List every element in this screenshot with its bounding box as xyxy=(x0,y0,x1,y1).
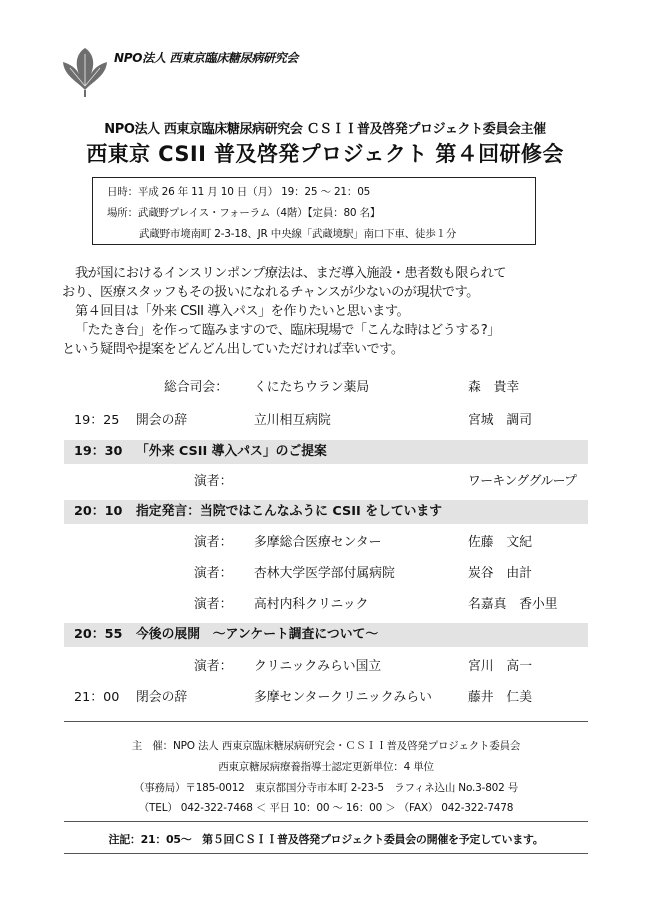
event-address: 武蔵野市境南町 2-3-18、JR 中央線「武蔵境駅」南口下車、徒歩１分 xyxy=(139,228,457,240)
program-row-opening xyxy=(64,409,588,433)
divider xyxy=(64,721,588,722)
session-3-time: 20：55 xyxy=(74,627,123,642)
divider xyxy=(64,821,588,822)
session-3-header xyxy=(64,623,588,647)
ginkgo-leaf-icon xyxy=(60,46,110,98)
opening-name: 宮城 調司 xyxy=(468,413,532,428)
chair-role: 総合司会： xyxy=(164,380,228,395)
event-date: 日時：平成 26 年 11 月 10 日（月） 19：25 ～ 21：05 xyxy=(107,186,371,198)
speaker-name: ワーキンググループ xyxy=(468,474,577,489)
session-2-header xyxy=(64,500,588,524)
chair-org: くにたちウラン薬局 xyxy=(254,380,370,395)
speaker-name: 名嘉真 香小里 xyxy=(468,597,558,612)
footer-office: （事務局）〒185-0012 東京都国分寺市本町 2-23-5 ラフィネ込山 No.3-802 号 xyxy=(133,782,519,794)
speaker-role: 演者： xyxy=(194,659,233,674)
footer-host: 主 催：NPO 法人 西東京臨床糖尿病研究会・ＣＳＩＩ普及啓発プロジェクト委員会 xyxy=(131,740,521,752)
speaker-name: 佐藤 文紀 xyxy=(468,535,532,550)
session-2-time: 20：10 xyxy=(74,504,123,519)
speaker-role: 演者： xyxy=(194,535,233,550)
intro-paragraph xyxy=(62,264,602,359)
session-2-speaker xyxy=(64,531,588,555)
intro-line: という疑問や提案をどんどん出していただければ幸いです。 xyxy=(62,342,404,357)
session-3-title: 今後の展開 ～アンケート調査について～ xyxy=(136,627,379,642)
speaker-role: 演者： xyxy=(194,597,233,612)
session-2-title: 指定発言：当院ではこんなふうに CSII をしています xyxy=(136,504,443,519)
page-title: 西東京 CSII 普及啓発プロジェクト 第４回研修会 xyxy=(86,142,564,166)
event-venue: 場所：武蔵野プレイス・フォーラム（4階）【定員：80 名】 xyxy=(107,207,381,219)
opening-org: 立川相互病院 xyxy=(254,413,331,428)
speaker-name: 宮川 高一 xyxy=(468,659,532,674)
speaker-role: 演者： xyxy=(194,566,233,581)
intro-line: 「たたき台」を作って臨みますので、臨床現場で「こんな時はどうする?」 xyxy=(75,323,500,338)
closing-time: 21：00 xyxy=(74,690,120,705)
closing-label: 閉会の辞 xyxy=(136,690,188,705)
chair-name: 森 貴幸 xyxy=(468,380,520,395)
event-info-box xyxy=(92,177,536,245)
session-2-speaker xyxy=(64,562,588,586)
speaker-org: 多摩総合医療センター xyxy=(254,535,382,550)
speaker-role: 演者： xyxy=(194,474,233,489)
session-2-speaker xyxy=(64,593,588,617)
session-1-speaker xyxy=(64,470,588,494)
session-1-header xyxy=(64,440,588,464)
opening-time: 19：25 xyxy=(74,413,120,428)
logo-text: NPO法人 西東京臨床糖尿病研究会 xyxy=(114,51,299,65)
organizer-line: NPO法人 西東京臨床糖尿病研究会 ＣＳＩＩ普及啓発プロジェクト委員会主催 xyxy=(104,122,546,137)
session-1-time: 19：30 xyxy=(74,444,123,459)
footnote: 注記：21：05～ 第５回ＣＳＩＩ普及啓発プロジェクト委員会の開催を予定しています。 xyxy=(108,833,544,846)
speaker-org: 杏林大学医学部付属病院 xyxy=(254,566,395,581)
closing-org: 多摩センタークリニックみらい xyxy=(254,690,432,705)
program-row-chair xyxy=(64,376,588,400)
footer-credit: 西東京糖尿病療養指導士認定更新単位：4 単位 xyxy=(218,761,434,773)
speaker-org: 高村内科クリニック xyxy=(254,597,369,612)
session-1-title: 「外来 CSII 導入パス」のご提案 xyxy=(136,444,327,459)
speaker-name: 炭谷 由計 xyxy=(468,566,532,581)
organization-logo xyxy=(60,44,299,98)
speaker-org: クリニックみらい国立 xyxy=(254,659,382,674)
session-3-speaker xyxy=(64,655,588,679)
intro-line: 第４回目は「外来 CSII 導入パス」を作りたいと思います。 xyxy=(75,304,410,319)
program-row-closing xyxy=(64,686,588,710)
footer-contact: （TEL） 042-322-7468 ＜ 平日 10：00 ～ 16：00 ＞ （FAX） 042-322-7478 xyxy=(138,802,514,814)
intro-line: 我が国におけるインスリンポンプ療法は、まだ導入施設・患者数も限られて xyxy=(75,266,506,281)
intro-line: おり、医療スタッフもその扱いになれるチャンスが少ないのが現状です。 xyxy=(62,285,479,300)
opening-label: 開会の辞 xyxy=(136,413,188,428)
divider xyxy=(64,853,588,854)
closing-name: 藤井 仁美 xyxy=(468,690,532,705)
